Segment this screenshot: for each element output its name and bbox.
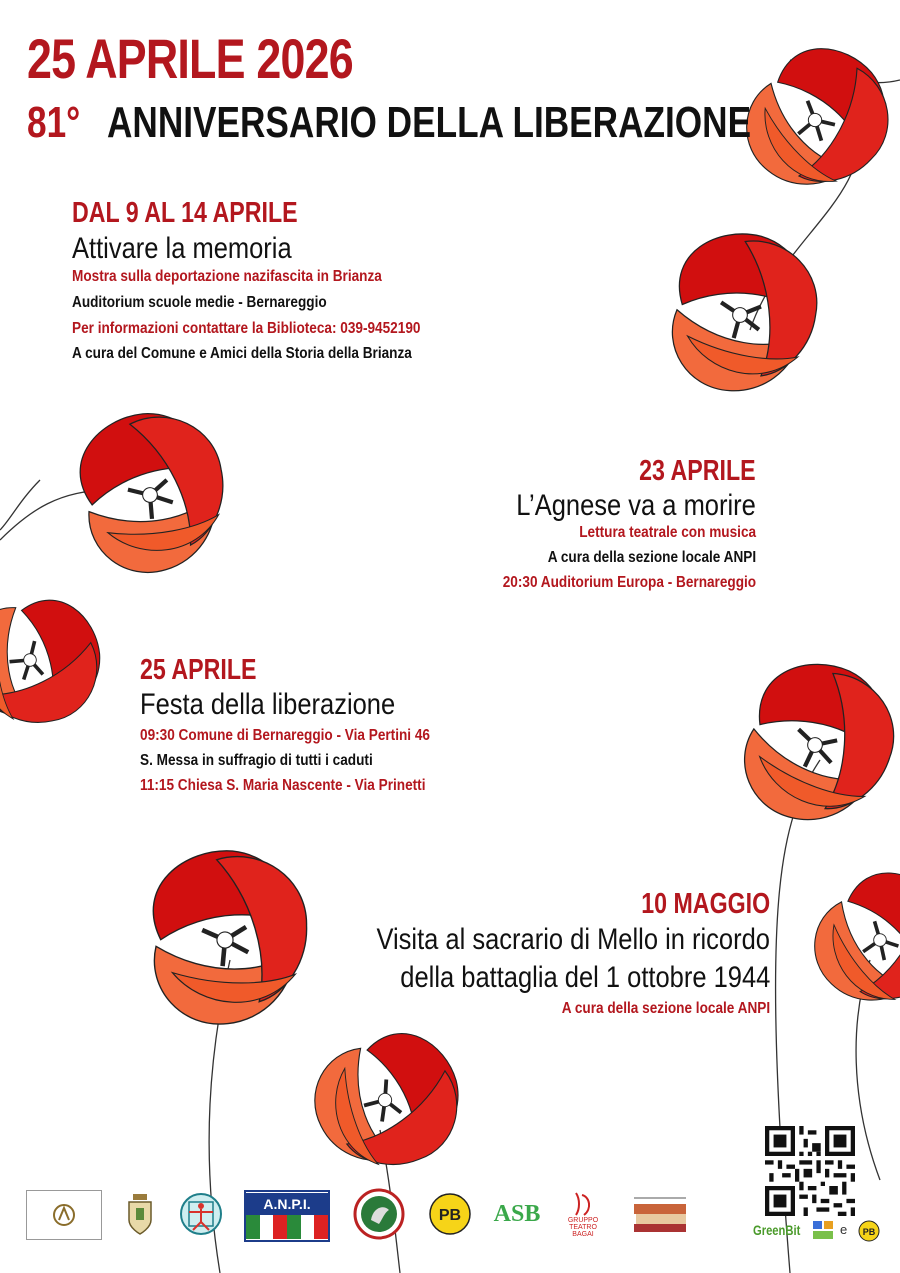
event-year-title: 25 APRILE 2026	[27, 27, 353, 90]
theatre-group-text: GRUPPO TEATRO BAGAI	[567, 1216, 599, 1238]
event-1-line-2: Auditorium scuole medie - Bernareggio	[72, 294, 327, 311]
event-4-title-line-2: della battaglia del 1 ottobre 1944	[399, 961, 770, 994]
event-1-line-3: Per informazioni contattare la Biblioteca: 039-9452190	[72, 320, 421, 337]
anniversary-title: ANNIVERSARIO DELLA LIBERAZIONE	[107, 98, 752, 147]
event-1-line-1: Mostra sulla deportazione nazifascita in Brianza	[72, 268, 382, 285]
pb-circle-icon	[428, 1192, 472, 1236]
event-2-line-1: Lettura teatrale con musica	[579, 524, 756, 541]
event-3-line-2: S. Messa in suffragio di tutti i caduti	[140, 752, 373, 769]
event-4-title-line-1: Visita al sacrario di Mello in ricordo	[376, 923, 770, 956]
vitruvian-logo	[178, 1190, 224, 1238]
band-emblem-icon	[49, 1200, 79, 1230]
anniversary-number: 81°	[27, 98, 81, 147]
event-1-line-4: A cura del Comune e Amici della Storia della Brianza	[72, 345, 412, 362]
asb-logo-text: ASB	[493, 1200, 541, 1227]
event-3-date: 25 APRILE	[140, 654, 257, 686]
crest-icon	[125, 1192, 155, 1236]
event-1-title: Attivare la memoria	[72, 232, 292, 265]
svg-text:PB: PB	[438, 1207, 462, 1224]
event-2-title: L’Agnese va a morire	[516, 489, 756, 522]
event-4-date: 10 MAGGIO	[641, 888, 770, 920]
vitruvian-man-icon	[179, 1192, 223, 1236]
theatre-mask-icon	[572, 1191, 594, 1217]
event-4-line-1: A cura della sezione locale ANPI	[561, 1000, 770, 1017]
event-3-line-3: 11:15 Chiesa S. Maria Nascente - Via Prinetti	[140, 777, 426, 794]
sponsor-connector: e	[840, 1222, 848, 1237]
event-1-date: DAL 9 AL 14 APRILE	[72, 197, 298, 229]
pb-small-icon	[858, 1220, 880, 1242]
event-2-line-2: A cura della sezione locale ANPI	[547, 549, 756, 566]
anpi-logo	[244, 1190, 330, 1242]
svg-text:PB: PB	[862, 1227, 876, 1237]
band-logo	[26, 1190, 102, 1240]
municipality-crest	[125, 1190, 155, 1238]
partisan-association-logo	[352, 1190, 406, 1238]
books-icon	[630, 1194, 690, 1234]
event-3-title: Festa della liberazione	[140, 688, 396, 721]
theatre-group-logo	[560, 1190, 606, 1238]
event-2-date: 23 APRILE	[639, 455, 756, 487]
event-3-line-1: 09:30 Comune di Bernareggio - Via Pertini 46	[140, 727, 430, 744]
anpi-logo-text: A.N.P.I.	[246, 1193, 328, 1215]
greenbit-sponsor: GreenBit	[753, 1222, 801, 1238]
sponsor-mini-logo-icon	[812, 1220, 834, 1240]
qr-code-icon[interactable]	[765, 1126, 855, 1216]
event-2-line-3: 20:30 Auditorium Europa - Bernareggio	[502, 574, 756, 591]
library-logo	[628, 1190, 692, 1238]
asb-logo	[493, 1190, 541, 1238]
pb-logo	[428, 1190, 472, 1238]
partisan-emblem-icon	[353, 1188, 405, 1240]
